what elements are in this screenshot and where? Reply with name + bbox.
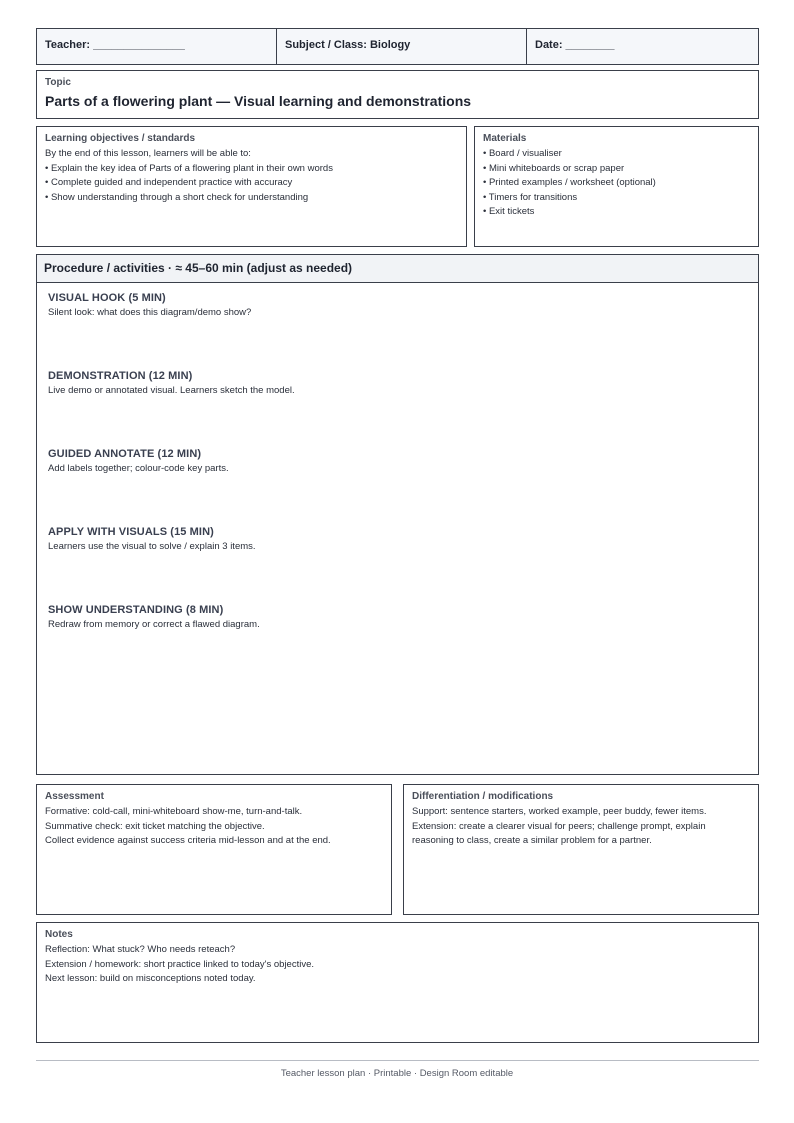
- footer-divider: [36, 1060, 759, 1061]
- material-item[interactable]: • Exit tickets: [483, 206, 535, 217]
- assessment-line[interactable]: Collect evidence against success criteria mid-lesson and at the end.: [45, 835, 331, 846]
- differentiation-section: [403, 784, 759, 915]
- procedure-step[interactable]: [48, 526, 256, 552]
- assessment-line[interactable]: Formative: cold-call, mini-whiteboard show-me, turn-and-talk.: [45, 806, 303, 817]
- notes-line[interactable]: Reflection: What stuck? Who needs reteach?: [45, 944, 236, 955]
- objective-line[interactable]: • Complete guided and independent practice with accuracy: [45, 177, 293, 188]
- step-description: Silent look: what does this diagram/demo show?: [48, 307, 252, 318]
- step-title: DEMONSTRATION (12 MIN): [48, 370, 193, 382]
- notes-section: [36, 922, 759, 1043]
- materials-section: [474, 126, 759, 247]
- teacher-field[interactable]: [36, 28, 277, 65]
- subject-class-field[interactable]: [276, 28, 527, 65]
- differentiation-line[interactable]: reasoning to class, create a similar problem for a partner.: [412, 835, 652, 846]
- topic-title[interactable]: Parts of a flowering plant — Visual learning and demonstrations: [45, 93, 472, 109]
- step-description: Add labels together; colour-code key parts.: [48, 463, 229, 474]
- step-title: GUIDED ANNOTATE (12 MIN): [48, 448, 202, 460]
- procedure-step[interactable]: [48, 370, 295, 396]
- differentiation-line[interactable]: Support: sentence starters, worked example, peer buddy, fewer items.: [412, 806, 707, 817]
- step-title: VISUAL HOOK (5 MIN): [48, 292, 166, 304]
- teacher-label: Teacher: _______________: [45, 39, 185, 51]
- notes-label: Notes: [45, 929, 73, 940]
- differentiation-label: Differentiation / modifications: [412, 791, 554, 802]
- notes-line[interactable]: Extension / homework: short practice linked to today's objective.: [45, 958, 315, 970]
- assessment-line[interactable]: Summative check: exit ticket matching the objective.: [45, 820, 265, 832]
- objective-line[interactable]: • Show understanding through a short check for understanding: [45, 191, 309, 203]
- material-item[interactable]: • Printed examples / worksheet (optional): [483, 177, 656, 188]
- topic-section: [36, 70, 759, 119]
- date-label: Date: ________: [535, 39, 615, 51]
- step-description: Live demo or annotated visual. Learners sketch the model.: [48, 385, 295, 396]
- objective-line[interactable]: By the end of this lesson, learners will be able to:: [45, 148, 251, 159]
- objectives-section: [36, 126, 467, 247]
- topic-label: Topic: [45, 77, 71, 88]
- step-title: SHOW UNDERSTANDING (8 MIN): [48, 604, 224, 616]
- procedure-step[interactable]: [48, 292, 251, 318]
- procedure-step[interactable]: [48, 604, 260, 630]
- objective-line[interactable]: • Explain the key idea of Parts of a flowering plant in their own words: [45, 162, 333, 174]
- material-item[interactable]: • Board / visualiser: [483, 148, 562, 159]
- assessment-label: Assessment: [45, 791, 104, 802]
- step-title: APPLY WITH VISUALS (15 MIN): [48, 526, 214, 538]
- materials-label: Materials: [483, 133, 527, 144]
- objectives-label: Learning objectives / standards: [45, 133, 196, 144]
- footer-text: Teacher lesson plan · Printable · Design Room editable: [280, 1068, 514, 1079]
- date-field[interactable]: [526, 28, 759, 65]
- step-description: Learners use the visual to solve / explain 3 items.: [48, 541, 256, 552]
- procedure-heading: Procedure / activities · ≈ 45–60 min (adjust as needed): [37, 255, 758, 283]
- subject-class-label: Subject / Class: Biology: [285, 39, 411, 51]
- procedure-step[interactable]: [48, 448, 229, 474]
- differentiation-line[interactable]: Extension: create a clearer visual for peers; challenge prompt, explain: [412, 820, 706, 832]
- material-item[interactable]: • Timers for transitions: [483, 191, 578, 203]
- notes-line[interactable]: Next lesson: build on misconceptions noted today.: [45, 973, 256, 984]
- material-item[interactable]: • Mini whiteboards or scrap paper: [483, 162, 625, 174]
- procedure-section: [36, 254, 759, 775]
- assessment-section: [36, 784, 392, 915]
- step-description: Redraw from memory or correct a flawed diagram.: [48, 619, 260, 630]
